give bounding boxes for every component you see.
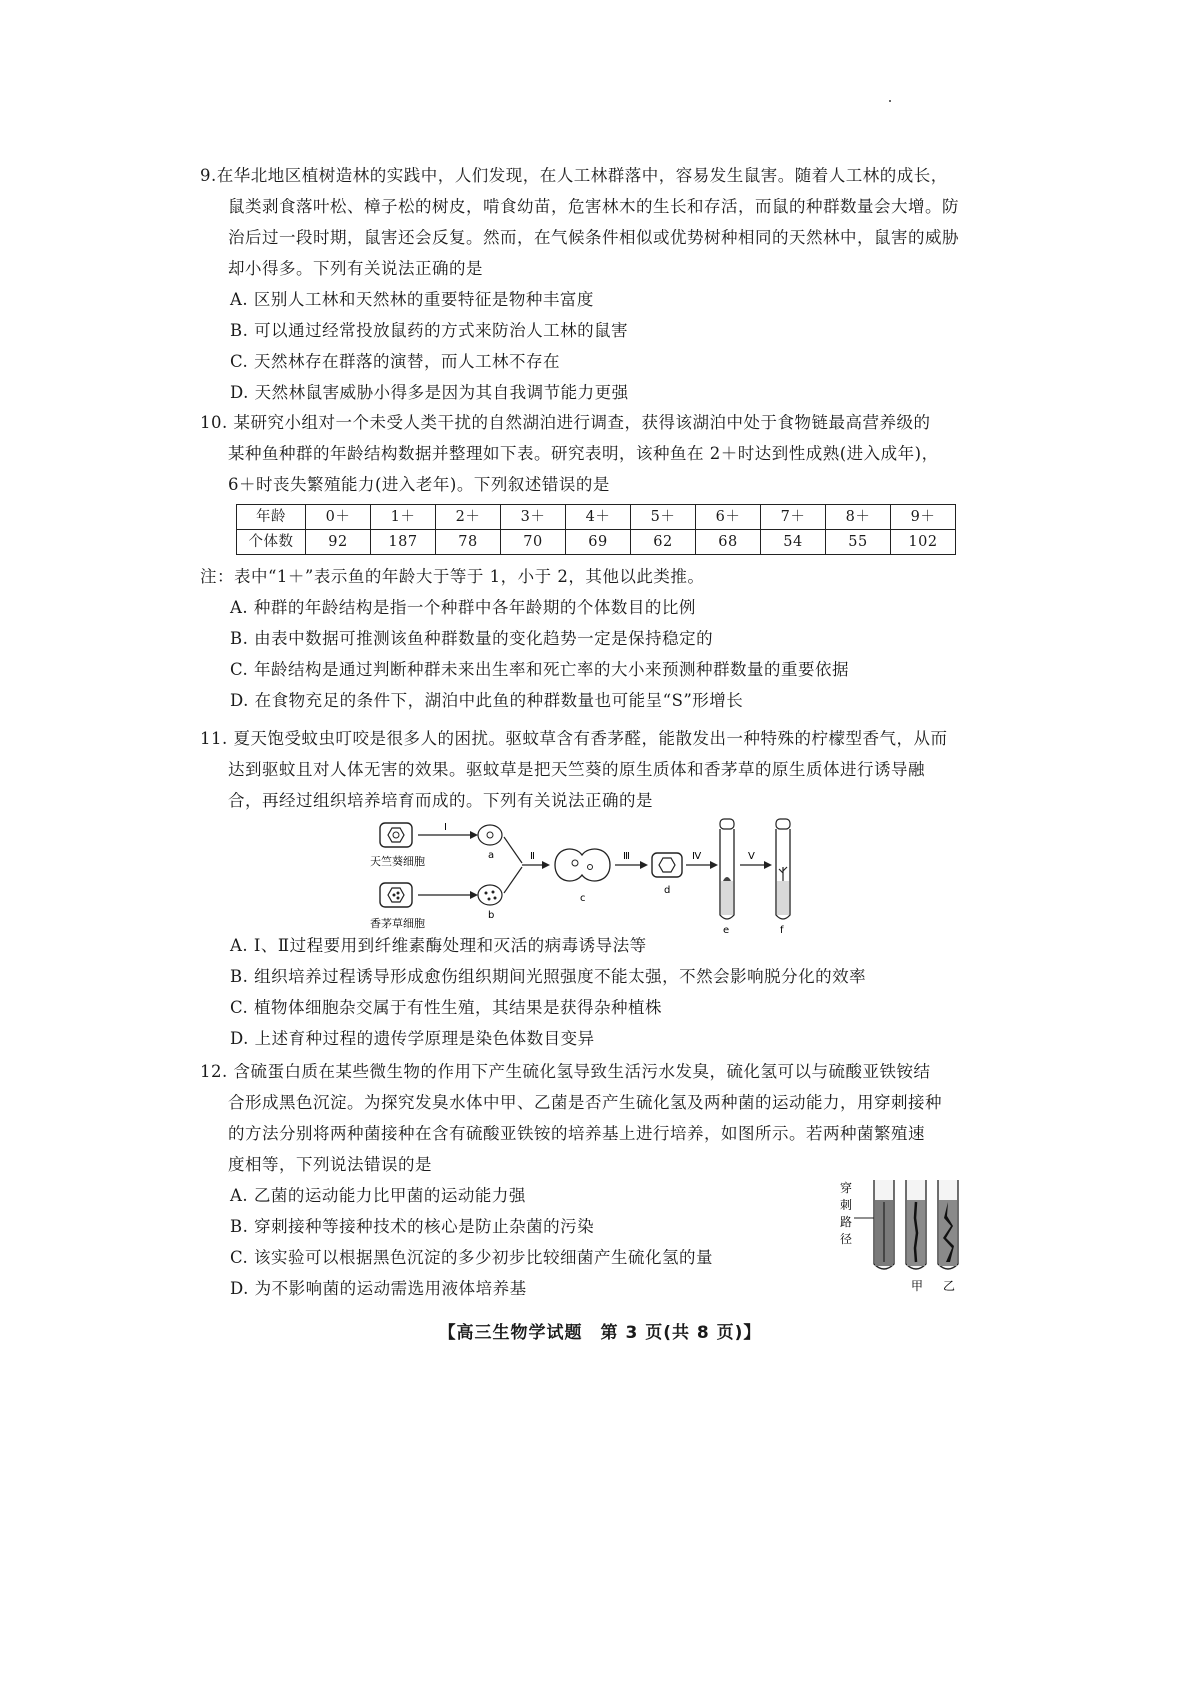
scan-speck xyxy=(889,100,891,102)
q9-line: 9.在华北地区植树造林的实践中，人们发现，在人工林群落中，容易发生鼠害。随着人工林的成长， xyxy=(200,166,948,185)
table-cell: 4＋ xyxy=(566,505,631,530)
q11-line: 11. 夏天饱受蚊虫叮咬是很多人的困扰。驱蚊草含有香茅醛，能散发出一种特殊的柠檬型香气，从而 xyxy=(200,729,948,748)
label-f: f xyxy=(780,925,784,935)
table-cell: 62 xyxy=(631,530,696,555)
label-e: e xyxy=(723,925,730,935)
question-11-options xyxy=(200,930,990,1054)
protoplast-a xyxy=(478,825,502,845)
question-9 xyxy=(200,160,990,408)
q12-line: 度相等，下列说法错误的是 xyxy=(228,1155,432,1174)
table-cell: 0＋ xyxy=(306,505,371,530)
q12-line: 的方法分别将两种菌接种在含有硫酸亚铁铵的培养基上进行培养，如图所示。若两种菌繁殖速 xyxy=(228,1124,925,1143)
hybrid-cell-d xyxy=(652,853,682,877)
table-header-age: 年龄 xyxy=(237,505,306,530)
table-cell: 8＋ xyxy=(826,505,891,530)
q11-option-a: A. Ⅰ、Ⅱ过程要用到纤维素酶处理和灭活的病毒诱导法等 xyxy=(230,936,647,955)
q12-line: 合形成黑色沉淀。为探究发臭水体中甲、乙菌是否产生硫化氢及两种菌的运动能力，用穿刺接种 xyxy=(228,1093,942,1112)
q9-option-a: A. 区别人工林和天然林的重要特征是物种丰富度 xyxy=(230,290,594,309)
arrow-head xyxy=(542,861,550,869)
q12-option-d: D. 为不影响菌的运动需选用液体培养基 xyxy=(230,1279,527,1298)
tube-label-yi: 乙 xyxy=(943,1279,956,1293)
table-cell: 92 xyxy=(306,530,371,555)
table-cell: 1＋ xyxy=(371,505,436,530)
q10-option-d: D. 在食物充足的条件下，湖泊中此鱼的种群数量也可能呈“S”形增长 xyxy=(230,691,744,710)
q9-line: 鼠类剥食落叶松、樟子松的树皮，啃食幼苗，危害林木的生长和存活，而鼠的种群数量会大增。防 xyxy=(228,197,959,216)
q10-option-b: B. 由表中数据可推测该鱼种群数量的变化趋势一定是保持稳定的 xyxy=(230,629,714,648)
step-label: Ⅱ xyxy=(530,851,535,862)
q10-option-a: A. 种群的年龄结构是指一个种群中各年龄期的个体数目的比例 xyxy=(230,598,696,617)
question-11 xyxy=(200,723,990,816)
cell1-label: 天竺葵细胞 xyxy=(370,855,425,868)
path-label-char: 径 xyxy=(840,1232,853,1246)
q12-option-c: C. 该实验可以根据黑色沉淀的多少初步比较细菌产生硫化氢的量 xyxy=(230,1248,714,1267)
q12-option-a: A. 乙菌的运动能力比甲菌的运动能力强 xyxy=(230,1186,526,1205)
test-tube-f xyxy=(776,819,790,919)
fused-protoplast-c xyxy=(555,849,610,881)
label-c: c xyxy=(580,893,586,904)
q10-option-c: C. 年龄结构是通过判断种群未来出生率和死亡率的大小来预测种群数量的重要依据 xyxy=(230,660,850,679)
q9-option-d: D. 天然林鼠害威胁小得多是因为其自我调节能力更强 xyxy=(230,383,629,402)
table-cell: 54 xyxy=(761,530,826,555)
table-cell: 55 xyxy=(826,530,891,555)
q10-line: 10. 某研究小组对一个未受人类干扰的自然湖泊进行调查，获得该湖泊中处于食物链最高营养级的 xyxy=(200,413,931,432)
table-row xyxy=(237,530,956,555)
q12-option-b: B. 穿刺接种等接种技术的核心是防止杂菌的污染 xyxy=(230,1217,595,1236)
q11-line: 合，再经过组织培养培育而成的。下列有关说法正确的是 xyxy=(228,791,653,810)
arrow-head xyxy=(710,861,718,869)
q10-line: 6＋时丧失繁殖能力(进入老年)。下列叙述错误的是 xyxy=(228,475,610,494)
table-cell: 69 xyxy=(566,530,631,555)
q10-line: 某种鱼种群的年龄结构数据并整理如下表。研究表明，该种鱼在 2＋时达到性成熟(进入成年)， xyxy=(228,444,939,463)
q9-line: 治后过一段时期，鼠害还会反复。然而，在气候条件相似或优势树种相同的天然林中，鼠害的威胁 xyxy=(228,228,959,247)
question-10 xyxy=(200,407,990,716)
arrow-head xyxy=(470,831,478,839)
q11-line: 达到驱蚊且对人体无害的效果。驱蚊草是把天竺葵的原生质体和香茅草的原生质体进行诱导融 xyxy=(228,760,925,779)
step-label: Ⅳ xyxy=(692,851,702,862)
table-cell: 2＋ xyxy=(436,505,501,530)
path-label-char: 刺 xyxy=(840,1198,853,1212)
label-b: b xyxy=(488,910,495,921)
citronella-cell-icon xyxy=(380,883,412,907)
tube-label-jia: 甲 xyxy=(911,1279,924,1293)
table-cell: 6＋ xyxy=(696,505,761,530)
q11-option-b: B. 组织培养过程诱导形成愈伤组织期间光照强度不能太强，不然会影响脱分化的效率 xyxy=(230,967,867,986)
table-cell: 78 xyxy=(436,530,501,555)
q11-option-c: C. 植物体细胞杂交属于有性生殖，其结果是获得杂种植株 xyxy=(230,998,663,1017)
path-label-char: 路 xyxy=(840,1215,853,1229)
test-tube-e xyxy=(720,819,734,919)
table-cell: 70 xyxy=(501,530,566,555)
label-d: d xyxy=(664,885,671,896)
step-label: Ⅴ xyxy=(748,851,755,862)
step-label: Ⅰ xyxy=(444,822,447,833)
q10-note: 注：表中“1＋”表示鱼的年龄大于等于 1，小于 2，其他以此类推。 xyxy=(200,567,705,586)
table-row xyxy=(237,505,956,530)
q9-option-b: B. 可以通过经常投放鼠药的方式来防治人工林的鼠害 xyxy=(230,321,629,340)
table-cell: 102 xyxy=(891,530,956,555)
geranium-cell-icon xyxy=(380,823,412,847)
table-cell: 68 xyxy=(696,530,761,555)
q12-line: 12. 含硫蛋白质在某些微生物的作用下产生硫化氢导致生活污水发臭，硫化氢可以与硫酸亚铁铵结 xyxy=(200,1062,931,1081)
step-label: Ⅲ xyxy=(623,851,630,862)
arrow-head xyxy=(640,861,648,869)
q9-option-c: C. 天然林存在群落的演替，而人工林不存在 xyxy=(230,352,561,371)
path-label-char: 穿 xyxy=(840,1181,853,1195)
table-cell: 5＋ xyxy=(631,505,696,530)
label-a: a xyxy=(488,850,495,861)
tube-yi xyxy=(938,1180,958,1269)
q11-option-d: D. 上述育种过程的遗传学原理是染色体数目变异 xyxy=(230,1029,595,1048)
arrow-head xyxy=(470,891,478,899)
arrow-head xyxy=(764,861,772,869)
protoplast-fusion-diagram xyxy=(370,815,840,935)
table-cell: 9＋ xyxy=(891,505,956,530)
table-header-count: 个体数 xyxy=(237,530,306,555)
table-cell: 7＋ xyxy=(761,505,826,530)
age-structure-table xyxy=(236,504,956,555)
tube-jia xyxy=(906,1180,926,1269)
table-cell: 3＋ xyxy=(501,505,566,530)
control-tube xyxy=(874,1180,894,1269)
table-cell: 187 xyxy=(371,530,436,555)
page-footer: 【高三生物学试题 第 3 页(共 8 页)】 xyxy=(438,1323,762,1343)
cell2-label: 香茅草细胞 xyxy=(370,917,425,930)
protoplast-b xyxy=(478,885,502,905)
q9-line: 却小得多。下列有关说法正确的是 xyxy=(228,259,483,278)
stab-culture-figure xyxy=(838,1178,988,1296)
